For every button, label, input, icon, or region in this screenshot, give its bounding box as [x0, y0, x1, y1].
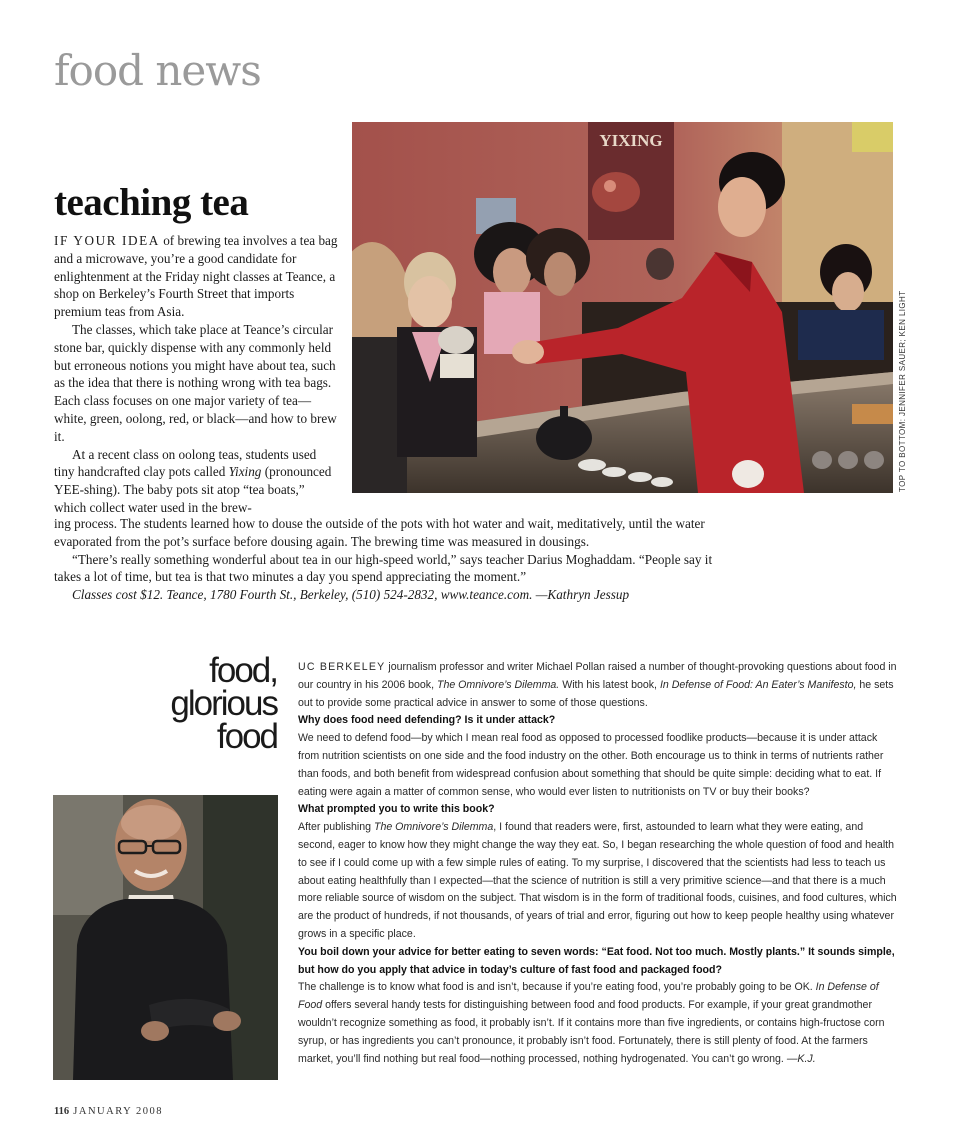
tea-article-column [54, 232, 338, 517]
tea-class-photo [352, 122, 893, 493]
poster-sign: YIXING [599, 131, 663, 150]
tea-article-continuation [54, 515, 714, 604]
tea-paragraph-3-continued: ing process. The students learned how to douse the outside of the pots with hot water and wait, meditatively, until the water evaporated from the pot’s surface before dousing again. The brewing time was measured in dousings. [54, 516, 705, 549]
interview-question-2: What prompted you to write this book? [298, 803, 495, 816]
interview-answer-1: We need to defend food—by which I mean real food as opposed to processed foodlike products—because it is under attack from nutrition scientists on one side and the food industry on the other. Both encourage us to think in terms of nutrients rather than foods, and both benefit from widespread confusion about something that should be quite simple: deciding what to eat. If eating were again a matter of common sense, who would ever listen to nutritionists on TV or buy their books? [298, 732, 884, 798]
interview-intro: UC BERKELEY journalism professor and writer Michael Pollan raised a number of thought-provoking questions about food in our country in his 2006 book, The Omnivore’s Dilemma. With his latest book, In Defense of Food: An Eater’s Manifesto, he sets out to provide some practical advice in answer to some of those questions. [298, 661, 897, 709]
photo-credit: TOP TO BOTTOM: JENNIFER SAUER; KEN LIGHT [898, 290, 907, 492]
interview-signature: —K.J. [786, 1052, 816, 1065]
intro-lead-caps: UC BERKELEY [298, 661, 386, 673]
tea-paragraph-2: The classes, which take place at Teance’s circular stone bar, quickly dispense with any commonly held but erroneous notions you might have about tea, such as the idea that there is nothing wrong with tea bags. Each class focuses on one major variety of tea—white, green, oolong, red, or black—and how to brew it. [54, 321, 337, 444]
interview-answer-3: The challenge is to know what food is and isn’t, because if you’re eating food, you’re probably going to be OK. In Defense of Food offers several handy tests for distinguishing between food and food products. For example, if your great grandmother wouldn’t recognize something as food, it probably isn’t. If it contains more than five ingredients, or contains high-fructose corn syrup, or has ingredients you can’t pronounce, it probably isn’t food. Fortunately, there is still plenty of food. At the farmers market, you’ll find nothing but real food—nothing processed, nothing hydrogenated. You can’t go wrong. —K.J. [298, 981, 885, 1065]
interview-question-3: You boil down your advice for better eating to seven words: “Eat food. Not too much. Mostly plants.” It sounds simple, but how do you apply that advice in today’s culture of fast food and packaged food? [298, 945, 895, 976]
interview-heading: food, glorious food [170, 651, 277, 756]
interview-answer-2: After publishing The Omnivore’s Dilemma, I found that readers were, first, astounded to learn what they were eating, and second, eager to know how they might change the way they eat. So, I began researching the whole question of food and health to see if I could come up with a few simple rules of eating. To my surprise, I discovered that the scientists had less to teach us about eating healthfully than I expected—that the science of nutrition is still a very primitive science—and that there is a much more reliable source of wisdom on the subject. That wisdom is in the form of traditional foods, cuisines, and food cultures, which are the product of hundreds, if not thousands, of years of trial and error, figuring out how to keep people healthy using whatever grows in a specific place. [298, 821, 897, 940]
interview-body [298, 659, 898, 1068]
tea-article-credit: Classes cost $12. Teance, 1780 Fourth St., Berkeley, (510) 524-2832, www.teance.com. —Kathryn Jessup [72, 587, 630, 603]
tea-paragraph-1: IF YOUR IDEA of brewing tea involves a tea bag and a microwave, you’re a good candidate for enlightenment at the Friday night classes at Teance, a shop on Berkeley’s Fourth Street that imports premium teas from Asia. [54, 233, 338, 320]
lead-in-caps: IF YOUR IDEA [54, 233, 160, 248]
tea-article-headline: teaching tea [54, 181, 249, 224]
issue-date: JANUARY 2008 [73, 1106, 163, 1117]
page-number: 116 [54, 1106, 70, 1117]
author-portrait-photo [53, 795, 278, 1080]
interview-question-1: Why does food need defending? Is it under attack? [298, 714, 556, 727]
section-title: food news [54, 46, 261, 95]
tea-paragraph-4: “There’s really something wonderful about tea in our high-speed world,” says teacher Darius Moghaddam. “People say it takes a lot of time, but tea is that two minutes a day you spend appreciating the moment.” [54, 551, 713, 585]
tea-paragraph-3: At a recent class on oolong teas, students used tiny handcrafted clay pots called Yixing (pronounced YEE-shing). The baby pots sit atop “tea boats,” which collect water used in the brew- [54, 446, 332, 515]
page-footer [54, 1106, 163, 1117]
